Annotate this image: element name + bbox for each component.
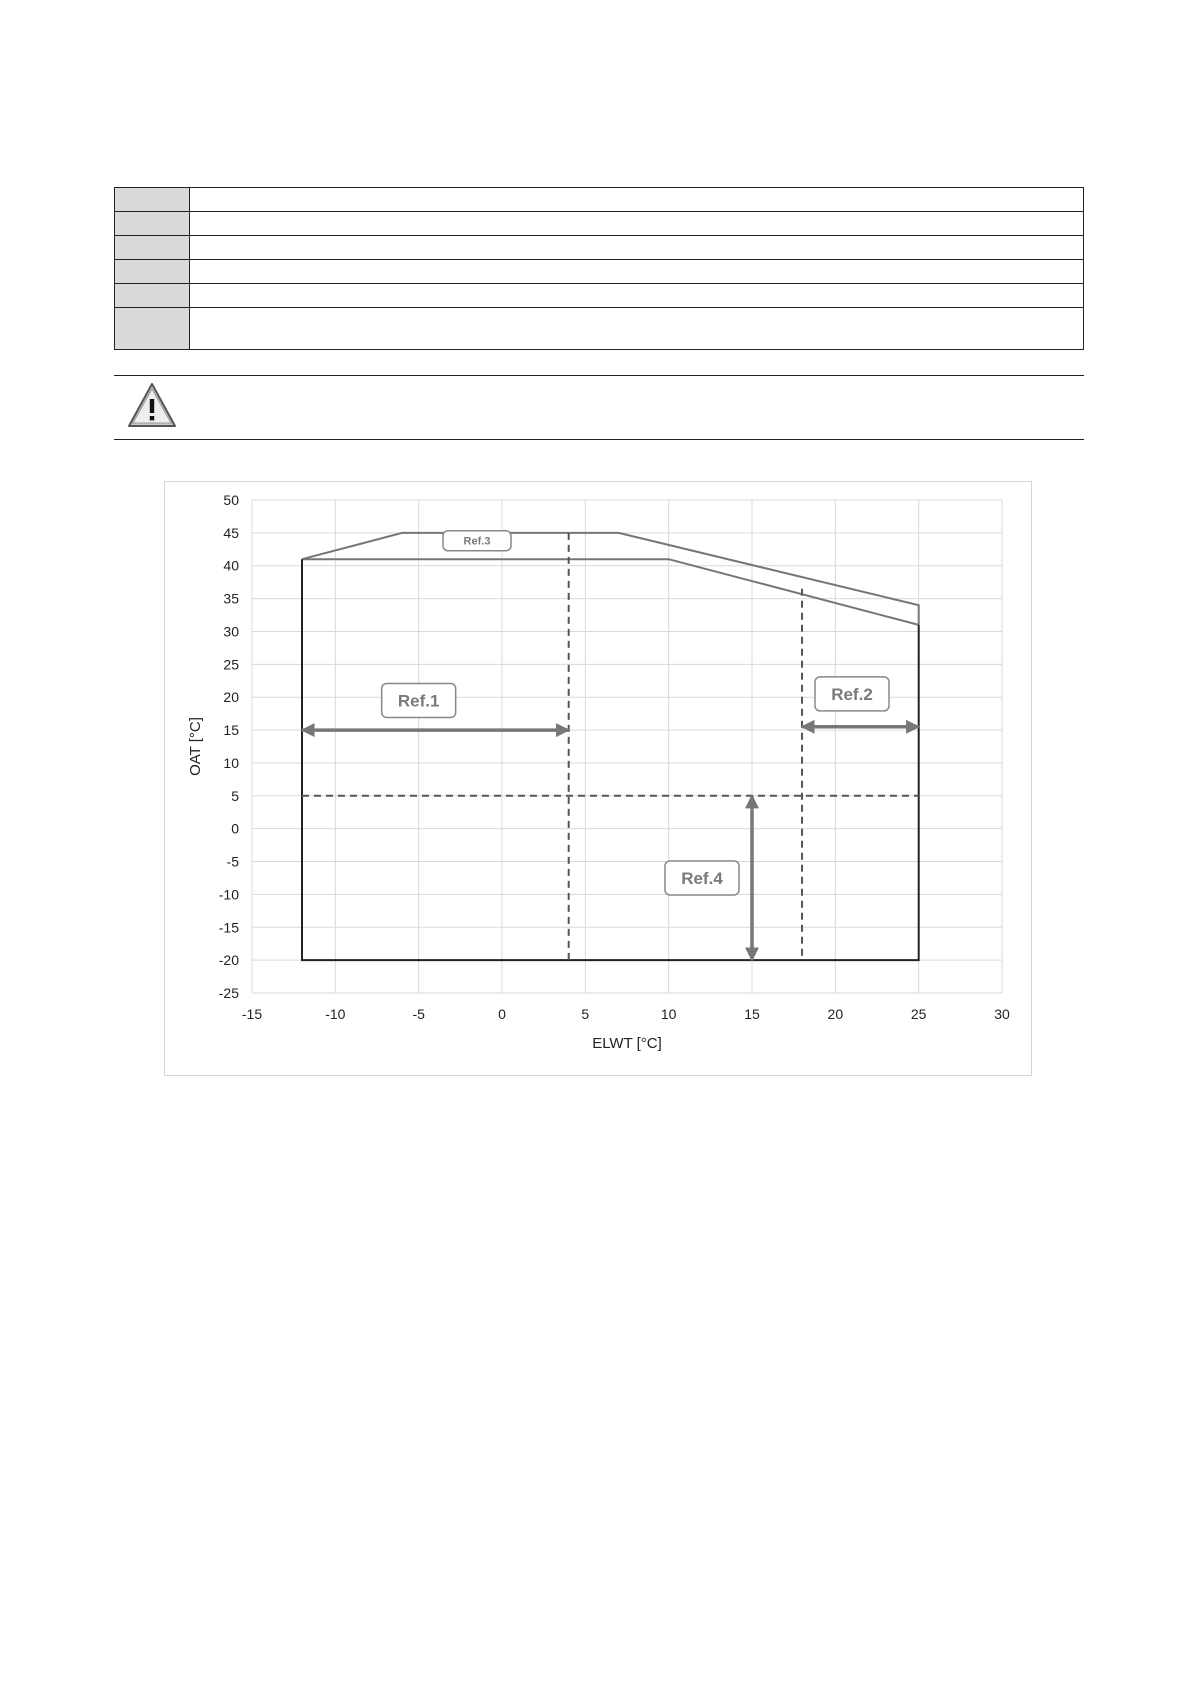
ref2-label: Ref.2 [831,685,873,705]
ref1-label: Ref.1 [397,691,440,711]
ref4-label: Ref.4 [681,869,723,889]
x-tick-label: 25 [910,1006,927,1022]
table-row [115,260,1084,284]
x-tick-label: 30 [994,1006,1010,1022]
table-row [115,188,1084,212]
y-tick-label: 15 [223,722,239,739]
series-envelope-inner [302,559,919,625]
y-tick-label: -5 [226,853,239,870]
y-tick-label: -20 [218,952,239,969]
series-envelope-body [302,559,919,960]
table-row [115,212,1084,236]
x-tick-label: 15 [744,1006,760,1022]
x-tick-label: 5 [581,1006,590,1022]
y-axis-label: OAT [°C] [187,717,204,776]
warning-notice [114,375,1084,440]
y-tick-label: -10 [218,886,239,903]
x-tick-label: -10 [325,1006,346,1022]
x-tick-label: -5 [412,1006,425,1022]
ref3-label: Ref.3 [463,535,491,548]
table-key-cell [115,188,190,212]
table-key-cell [115,236,190,260]
y-tick-label: 40 [223,557,239,574]
table-row [115,236,1084,260]
y-tick-label: 35 [223,590,239,607]
y-tick-label: 30 [223,623,239,640]
y-tick-label: -25 [218,985,239,1001]
table-text-cell [190,212,1084,236]
table-text-cell [190,260,1084,284]
table-text-cell [190,284,1084,308]
y-tick-label: 25 [223,656,239,673]
x-axis-label: ELWT [°C] [592,1035,662,1052]
x-tick-label: 10 [660,1006,677,1022]
y-tick-label: 45 [223,524,239,541]
series-envelope-outer [302,533,919,625]
y-tick-label: 5 [231,787,239,804]
y-tick-label: -15 [218,919,239,936]
operating-envelope-chart [164,481,1032,1076]
y-tick-label: 10 [223,754,239,771]
x-tick-label: -15 [241,1006,263,1022]
table-text-cell [190,236,1084,260]
table-key-cell [115,308,190,350]
table-key-cell [115,212,190,236]
x-tick-label: 20 [827,1006,844,1022]
chart-canvas [165,482,1031,1075]
table-row [115,284,1084,308]
table-text-cell [190,308,1084,350]
table-key-cell [115,284,190,308]
y-tick-label: 20 [223,689,239,706]
table-row [115,308,1084,350]
warning-triangle-icon [126,380,178,432]
y-tick-label: 0 [231,820,239,837]
x-tick-label: 0 [498,1006,506,1022]
table-text-cell [190,188,1084,212]
table-key-cell [115,260,190,284]
reference-table [114,187,1084,350]
y-tick-label: 50 [223,492,239,508]
